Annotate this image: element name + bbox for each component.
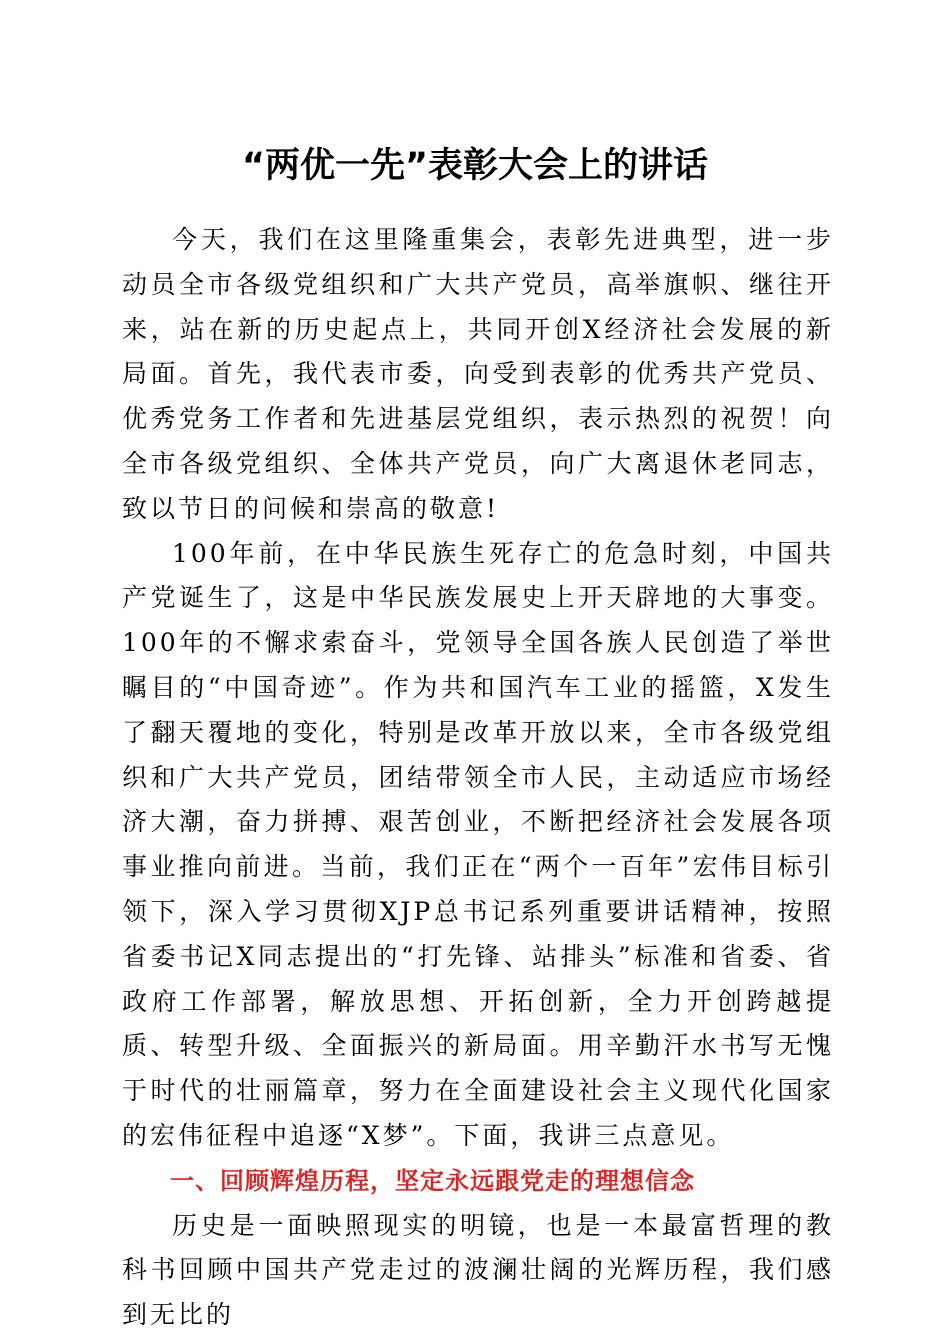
paragraph-section-one: 历史是一面映照现实的明镜，也是一本最富哲理的教科书回顾中国共产党走过的波澜壮阔的光辉历程，我们感到无比的 (122, 1210, 834, 1330)
document-title: “两优一先”表彰大会上的讲话 (241, 146, 708, 186)
section-heading: 一、回顾辉煌历程，坚定永远跟党走的理想信念 (170, 1166, 695, 1195)
paragraph-intro: 今天，我们在这里隆重集会，表彰先进典型，进一步动员全市各级党组织和广大共产党员，高举旗帜、继往开来，站在新的历史起点上，共同开创X经济社会发展的新局面。首先，我代表市委，向受到表彰的优秀共产党员、优秀党务工作者和先进基层党组织，表示热烈的祝贺！向全市各级党组织、全体共产党员，向广大离退休老同志，致以节日的问候和崇高的敬意! (122, 225, 834, 523)
document-body (122, 218, 834, 1338)
paragraph-history: 100年前，在中华民族生死存亡的危急时刻，中国共产党诞生了，这是中华民族发展史上开天辟地的大事变。100年的不懈求索奋斗，党领导全国各族人民创造了举世瞩目的“中国奇迹”。作为共和国汽车工业的摇篮，X发生了翻天覆地的变化，特别是改革开放以来，全市各级党组织和广大共产党员，团结带领全市人民，主动适应市场经济大潮，奋力拼搏、艰苦创业，不断把经济社会发展各项事业推向前进。当前，我们正在“两个一百年”宏伟目标引领下，深入学习贯彻XJP总书记系列重要讲话精神，按照省委书记X同志提出的“打先锋、站排头”标准和省委、省政府工作部署，解放思想、开拓创新，全力开创跨越提质、转型升级、全面振兴的新局面。用辛勤汗水书写无愧于时代的壮丽篇章，努力在全面建设社会主义现代化国家的宏伟征程中追逐“X梦”。下面，我讲三点意见。 (122, 538, 834, 1150)
